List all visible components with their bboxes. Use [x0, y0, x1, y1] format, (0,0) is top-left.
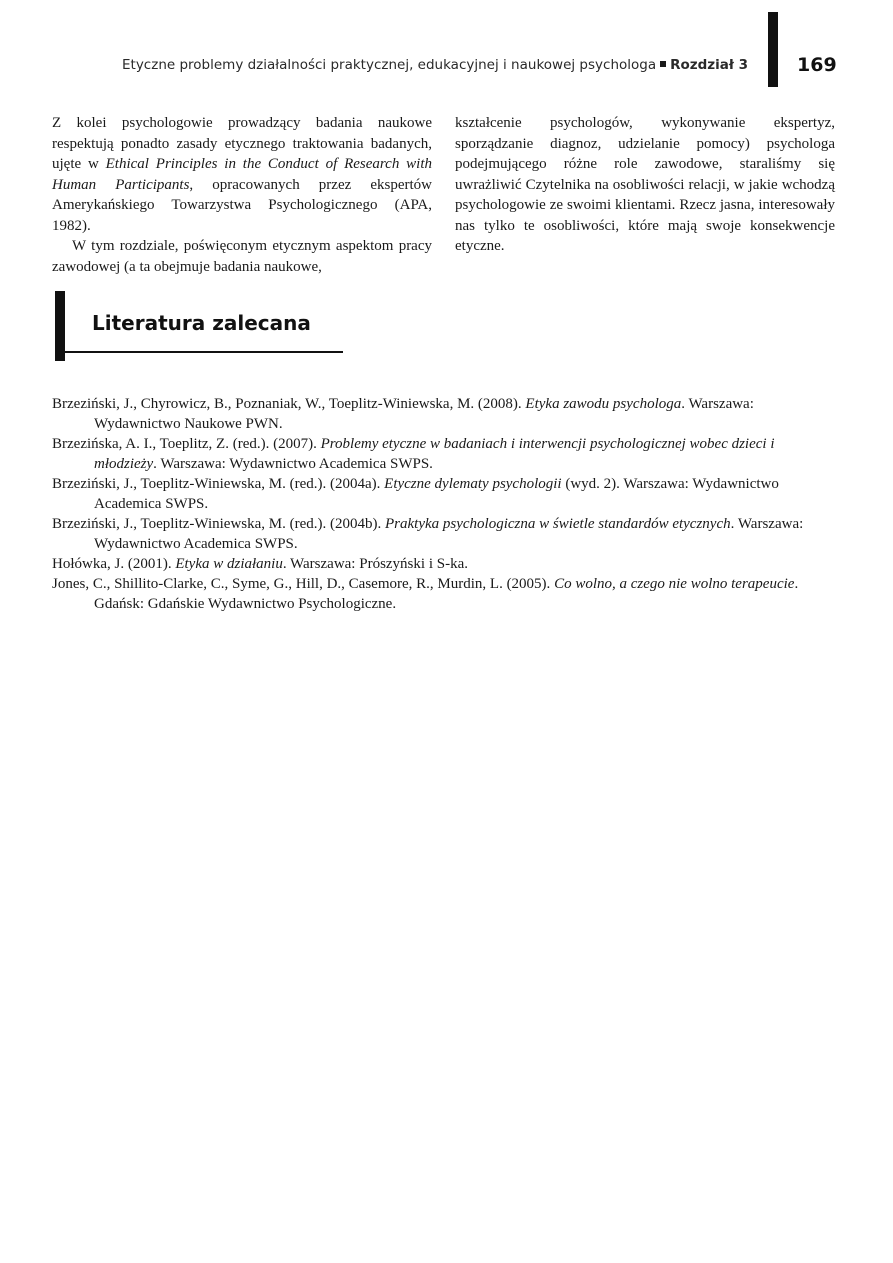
reference-item: [52, 554, 837, 574]
paragraph: [52, 113, 432, 236]
chapter-label: Rozdział 3: [670, 57, 748, 73]
reference-authors: Brzeziński, J., Chyrowicz, B., Poznaniak, W., Toeplitz-Winiewska, M. (2008).: [52, 396, 526, 412]
reference-publisher: . Warszawa: Wydawnictwo Academica SWPS.: [153, 456, 433, 472]
reference-publisher: . Warszawa: Wydawnictwo Naukowe PWN.: [94, 396, 754, 432]
section-title: Literatura zalecana: [92, 311, 311, 335]
reference-authors: Brzeziński, J., Toeplitz-Winiewska, M. (red.). (2004a).: [52, 476, 385, 492]
reference-item: [52, 474, 837, 514]
reference-publisher: . Gdańsk: Gdańskie Wydawnictwo Psychologiczne.: [94, 576, 799, 612]
reference-authors: Brzezińska, A. I., Toeplitz, Z. (red.). (2007).: [52, 436, 321, 452]
reference-list: [52, 394, 837, 614]
running-title: Etyczne problemy działalności praktycznej, edukacyjnej i naukowej psychologa: [122, 57, 657, 73]
reference-item: [52, 514, 837, 554]
square-bullet-icon: [660, 61, 666, 67]
reference-item: [52, 434, 837, 474]
reference-publisher: (wyd. 2). Warszawa: Wydawnictwo Academica SWPS.: [94, 476, 779, 512]
reference-title: Problemy etyczne w badaniach i interwencji psychologicznej wobec dzieci i młodzieży: [94, 436, 775, 472]
page-number: 169: [797, 54, 837, 76]
reference-item: [52, 574, 837, 614]
header-bar: [768, 12, 778, 87]
paragraph: kształcenie psychologów, wykonywanie ekspertyz, sporządzanie diagnoz, udzielanie pomocy) psychologa podejmującego różne role zawodowe, staraliśmy się uwrażliwić Czytelnika na osobliwości relacji, w jakie wchodzą psychologowie ze swoimi klientami. Rzecz jasna, interesowały nas tylko te osobliwości, które mają swoje konsekwencje etyczne.: [455, 115, 835, 254]
reference-authors: Jones, C., Shillito-Clarke, C., Syme, G., Hill, D., Casemore, R., Murdin, L. (2005).: [52, 576, 555, 592]
paragraph-italic-title: Ethical Principles in the Conduct of Research with Human Participants: [52, 156, 432, 193]
right-column: [455, 113, 835, 257]
paragraph: W tym rozdziale, poświęconym etycznym aspektom pracy zawodowej (a ta obejmuje badania naukowe,: [52, 238, 432, 275]
paragraph-text: , opracowanych przez ekspertów Amerykańskiego Towarzystwa Psychologicznego (APA, 1982).: [52, 176, 432, 234]
reference-publisher: . Warszawa: Wydawnictwo Academica SWPS.: [94, 516, 804, 552]
reference-title: Etyka zawodu psychologa: [525, 396, 682, 412]
paragraph-text: Z kolei psychologowie prowadzący badania naukowe respektują ponadto zasady etycznego traktowania badanych, ujęte w: [52, 115, 432, 172]
reference-publisher: . Warszawa: Prószyński i S-ka.: [282, 556, 468, 572]
left-column: [52, 113, 432, 277]
reference-authors: Brzeziński, J., Toeplitz-Winiewska, M. (red.). (2004b).: [52, 516, 385, 532]
section-underline: [65, 351, 343, 353]
reference-title: Praktyka psychologiczna w świetle standardów etycznych: [385, 516, 731, 532]
running-head: [122, 57, 748, 73]
reference-item: [52, 394, 837, 434]
reference-title: Co wolno, a czego nie wolno terapeucie: [554, 576, 795, 592]
reference-authors: Hołówka, J. (2001).: [52, 556, 176, 572]
reference-title: Etyczne dylematy psychologii: [384, 476, 562, 492]
reference-title: Etyka w działaniu: [175, 556, 283, 572]
section-bar: [55, 291, 65, 361]
